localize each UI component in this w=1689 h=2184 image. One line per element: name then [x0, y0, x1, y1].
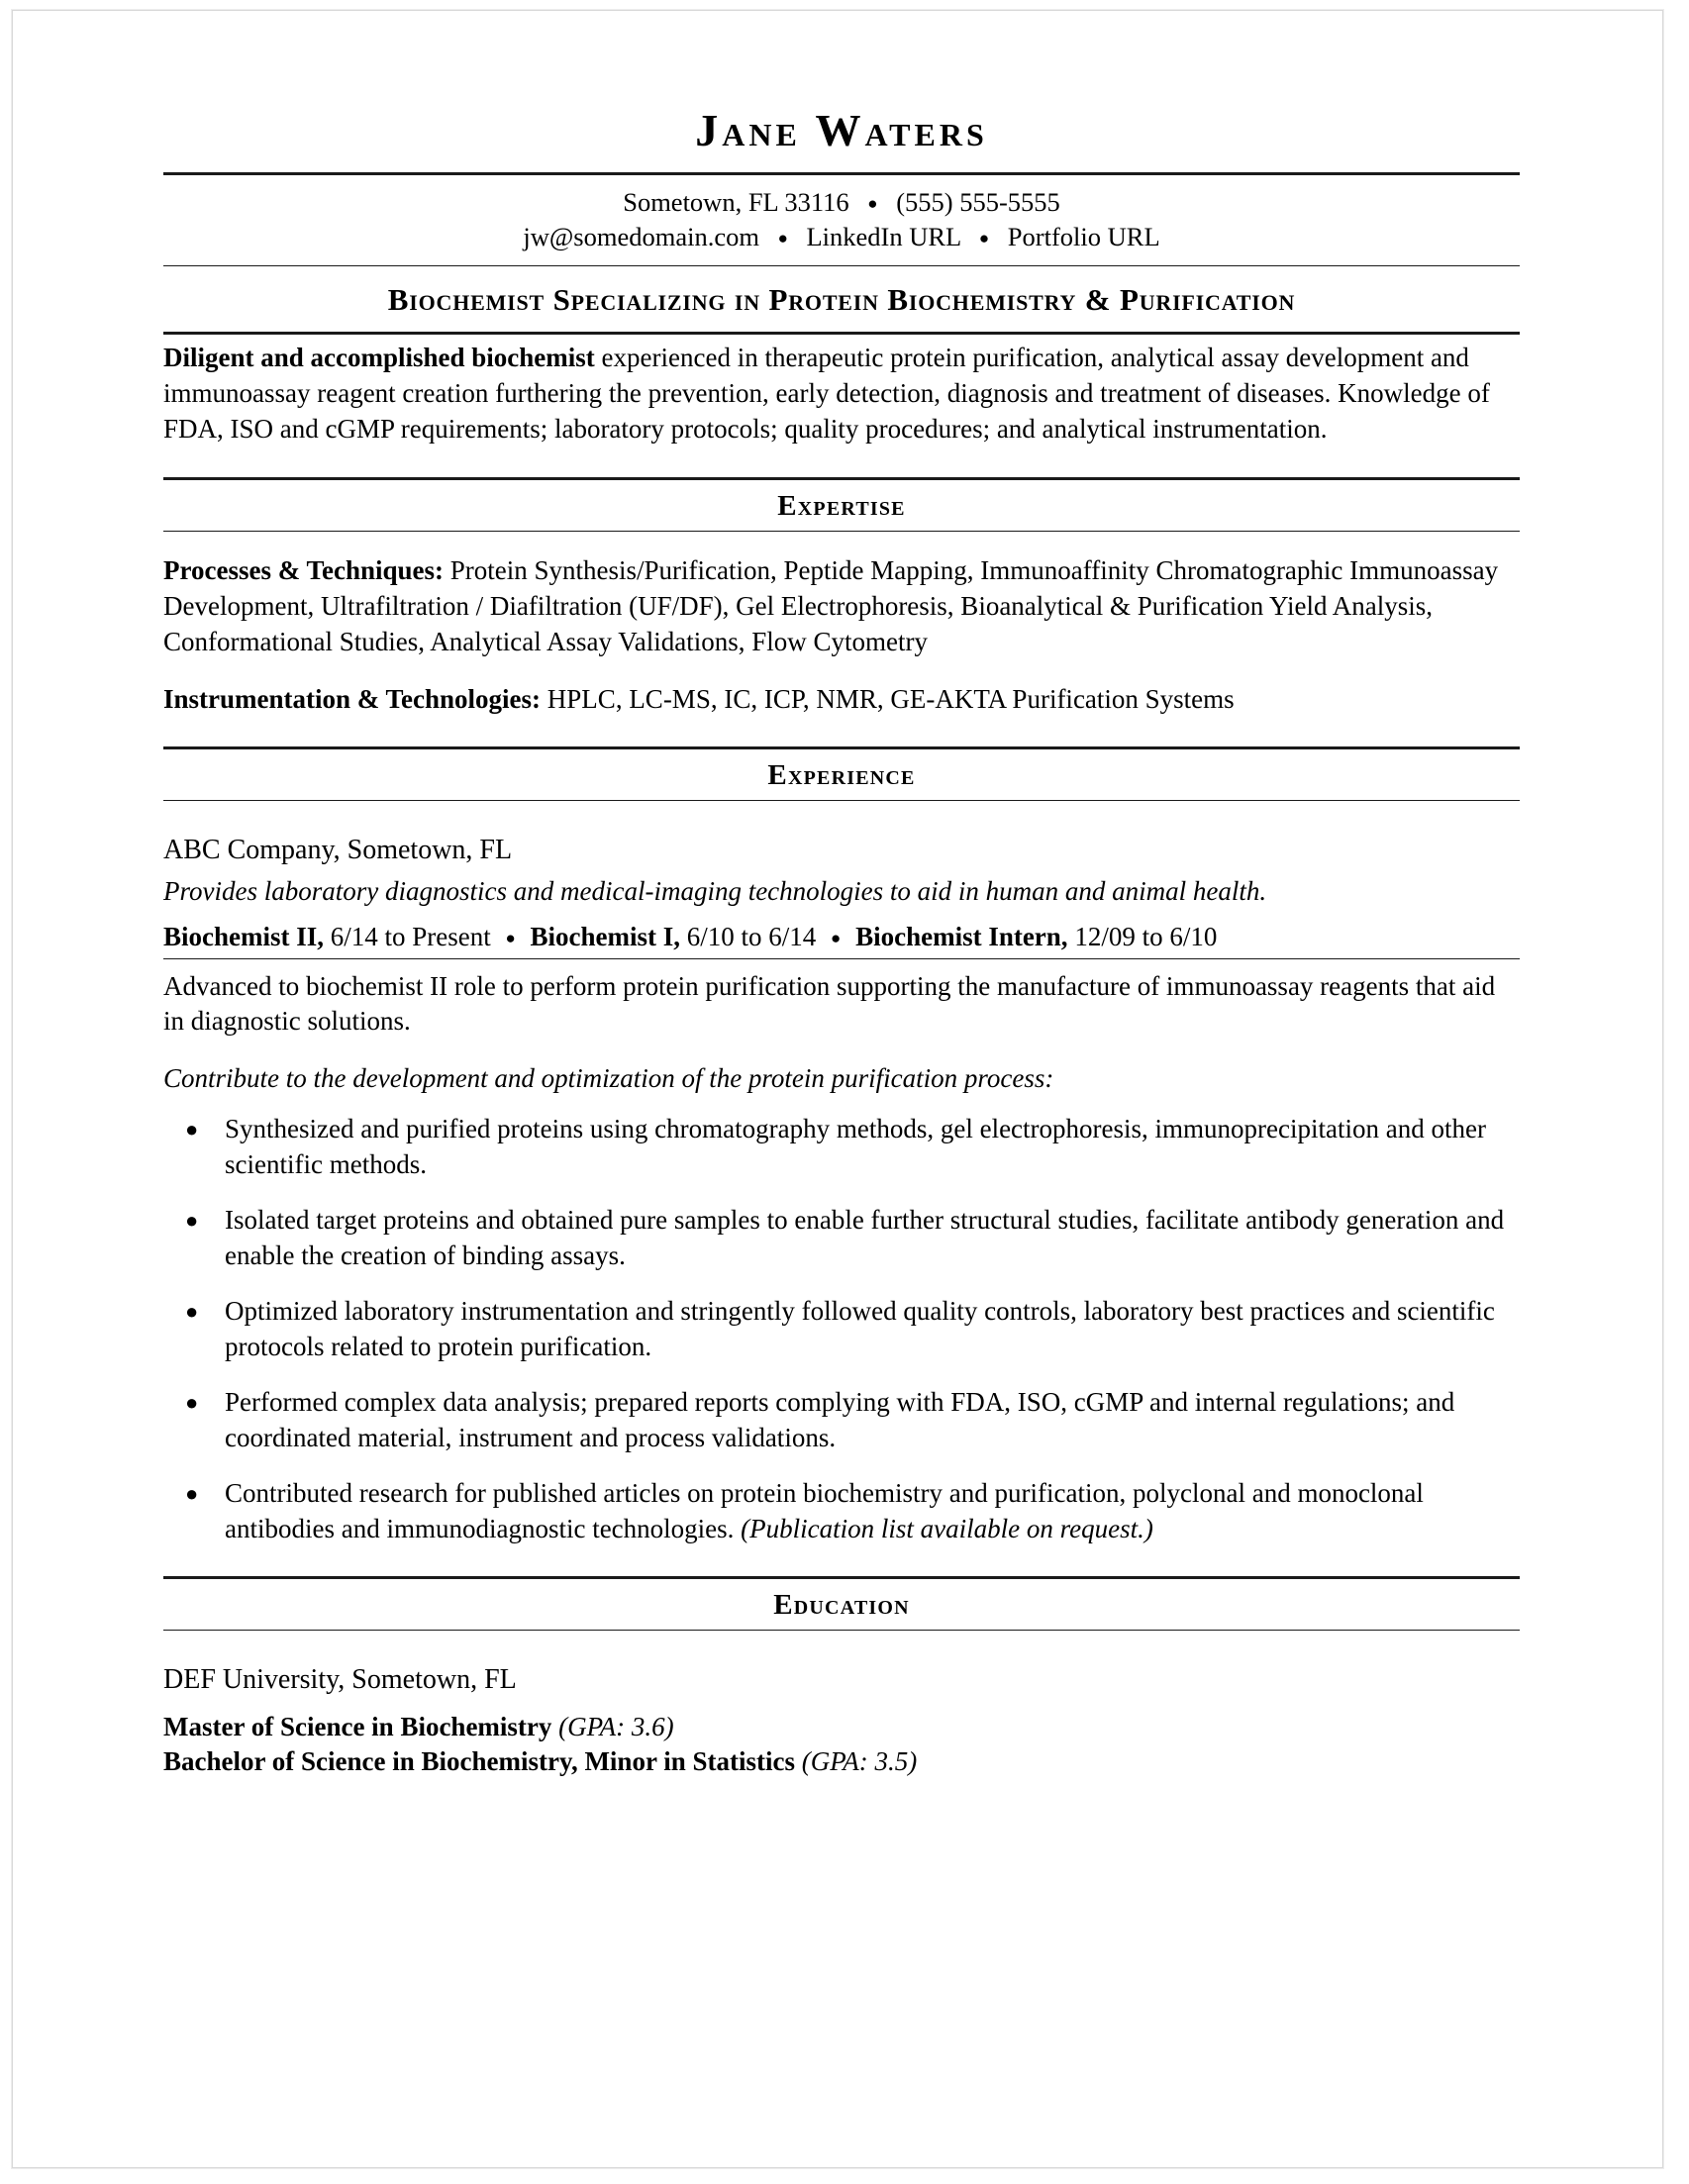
contact-phone: (555) 555-5555 [896, 186, 1060, 217]
bullets-lead-in: Contribute to the development and optimization of the protein purification process: [163, 1063, 1054, 1094]
section-title-experience: Experience [767, 759, 916, 792]
achievement-list [163, 1112, 1520, 1546]
job-titles-line [163, 922, 1520, 959]
bullet-dot-icon: ● [185, 1208, 199, 1234]
expertise-processes [163, 553, 1520, 660]
list-item [163, 1294, 1520, 1365]
degree-name-2: Bachelor of Science in Biochemistry, Minor in Statistics [163, 1746, 795, 1777]
contact-portfolio-link[interactable]: Portfolio URL [1007, 222, 1160, 252]
section-experience [163, 746, 1520, 1546]
job-title-1: Biochemist II, [163, 921, 324, 951]
separator-dot-icon: ● [978, 229, 990, 248]
school-name: DEF University, Sometown, FL [163, 1664, 517, 1696]
list-item-text: Optimized laboratory instrumentation and stringently followed quality controls, laboratory best practices and scientific protocols related to protein purification. [225, 1296, 1495, 1361]
candidate-name: Jane Waters [695, 105, 988, 155]
expertise-processes-value: Protein Synthesis/Purification, Peptide Mapping, Immunoaffinity Chromatographic Immunoassay Development, Ultrafiltration / Diafiltration (UF/DF), Gel Electrophoresis, Bioanalytical & Purification Yield Analysis, Conformational Studies, Analytical Assay Validations, Flow Cytometry [163, 554, 1499, 656]
list-item-text: Performed complex data analysis; prepared reports complying with FDA, ISO, cGMP and internal regulations; and coordinated material, instrument and process validations. [225, 1386, 1455, 1452]
contact-linkedin-link[interactable]: LinkedIn URL [806, 222, 961, 252]
job-title-2: Biochemist I, [530, 921, 681, 951]
contact-line-2 [163, 220, 1520, 255]
list-item [163, 1385, 1520, 1456]
section-title-education: Education [773, 1589, 910, 1622]
job-title-3: Biochemist Intern, [855, 921, 1068, 951]
resume-sheet [12, 10, 1663, 2168]
employer-name: ABC Company, Sometown, FL [163, 835, 513, 866]
contact-block [163, 175, 1520, 266]
summary-paragraph [163, 341, 1520, 447]
job-dates-1: 6/14 to Present [324, 921, 491, 951]
degree-gpa-2: (GPA: 3.5) [794, 1746, 918, 1777]
section-education [163, 1576, 1520, 1777]
bullet-dot-icon: ● [185, 1480, 199, 1506]
role-summary: Advanced to biochemist II role to perform protein purification supporting the manufacture of immunoassay reagents that aid in diagnostic solutions. [163, 970, 1496, 1037]
summary-rest: experienced in therapeutic protein purification, analytical assay development and immunoassay reagent creation furthering the prevention, early detection, diagnosis and treatment of diseases. Knowledge of FDA, ISO and cGMP requirements; laboratory protocols; quality procedures; and analytical instrumentation. [163, 343, 1490, 444]
contact-location: Sometown, FL 33116 [623, 186, 849, 217]
separator-dot-icon: ● [777, 229, 788, 248]
expertise-rule-bottom [163, 531, 1520, 532]
bullet-dot-icon: ● [185, 1117, 199, 1142]
job-dates-3: 12/09 to 6/10 [1067, 921, 1218, 951]
separator-dot-icon: ● [505, 928, 516, 947]
list-item [163, 1476, 1520, 1547]
separator-dot-icon: ● [867, 193, 878, 213]
section-expertise [163, 477, 1520, 718]
professional-headline: Biochemist Specializing in Protein Biochemistry & Purification [387, 282, 1296, 318]
list-item-text: Isolated target proteins and obtained pure samples to enable further structural studies, facilitate antibody generation and enable the creation of binding assays. [225, 1205, 1505, 1271]
job-dates-2: 6/10 to 6/14 [680, 921, 817, 951]
list-item [163, 1112, 1520, 1183]
bullet-dot-icon: ● [185, 1389, 199, 1415]
summary-lead-bold: Diligent and accomplished biochemist [163, 343, 595, 373]
education-rule-bottom [163, 1630, 1520, 1631]
headline-rule [163, 332, 1520, 335]
list-item-text: Contributed research for published articles on protein biochemistry and purification, polyclonal and monoclonal antibodies and immunodiagnostic technologies. [225, 1477, 1424, 1543]
degree-line-2 [163, 1746, 1520, 1777]
degree-name-1: Master of Science in Biochemistry [163, 1712, 552, 1742]
bullet-dot-icon: ● [185, 1299, 199, 1324]
list-item-italic-tail: (Publication list available on request.) [741, 1513, 1153, 1543]
experience-rule-bottom [163, 800, 1520, 801]
list-item [163, 1203, 1520, 1274]
list-item-text: Synthesized and purified proteins using chromatography methods, gel electrophoresis, immunoprecipitation and other scientific methods. [225, 1114, 1486, 1180]
expertise-instrumentation [163, 682, 1520, 718]
separator-dot-icon: ● [831, 928, 842, 947]
expertise-instrumentation-value: HPLC, LC-MS, IC, ICP, NMR, GE-AKTA Purification Systems [541, 683, 1235, 714]
contact-line-1 [163, 185, 1520, 221]
degree-line-1 [163, 1712, 1520, 1742]
section-title-expertise: Expertise [777, 489, 906, 522]
resume-content [163, 106, 1520, 1777]
expertise-instrumentation-label: Instrumentation & Technologies: [163, 683, 542, 714]
expertise-processes-label: Processes & Techniques: [163, 554, 445, 585]
employer-description: Provides laboratory diagnostics and medical-imaging technologies to aid in human and animal health. [163, 876, 1267, 907]
contact-email[interactable]: jw@somedomain.com [523, 222, 759, 252]
degree-gpa-1: (GPA: 3.6) [551, 1712, 674, 1742]
